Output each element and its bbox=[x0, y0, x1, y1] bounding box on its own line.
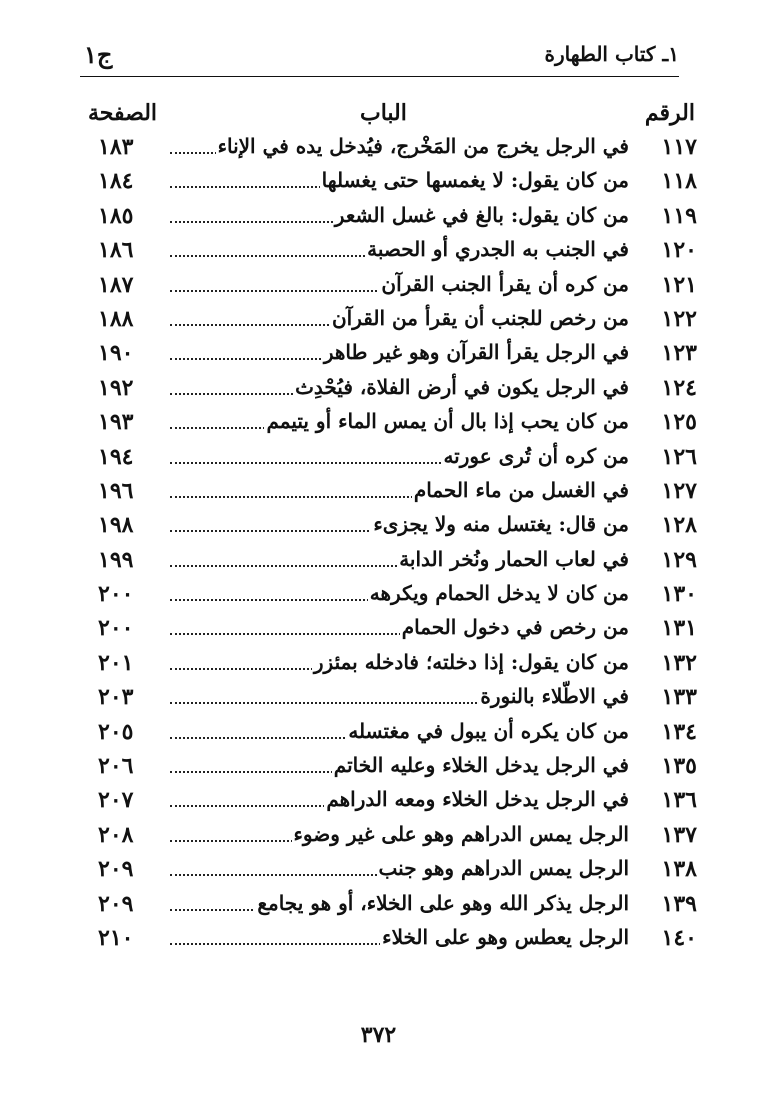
toc-row-number: ١٢١ bbox=[661, 271, 697, 298]
toc-row bbox=[0, 270, 757, 304]
toc-row-page: ١٩٦ bbox=[98, 477, 134, 504]
toc-row bbox=[0, 751, 757, 785]
toc-row-page: ١٨٥ bbox=[98, 202, 134, 229]
column-header-page: الصفحة bbox=[88, 100, 158, 126]
toc-row bbox=[0, 132, 757, 166]
toc-row-page: ٢٠٥ bbox=[98, 718, 134, 745]
toc-row-title: من كان يقول: إذا دخلته؛ فادخله بمئزر bbox=[313, 649, 629, 674]
toc-row-page: ٢٠٩ bbox=[98, 890, 134, 917]
toc-row-page: ١٩٢ bbox=[98, 374, 134, 401]
toc-row-page: ٢٠١ bbox=[98, 649, 134, 676]
toc-row-number: ١٣٣ bbox=[661, 684, 697, 711]
toc-row bbox=[0, 304, 757, 338]
toc-row-title: الرجل يذكر الله وهو على الخلاء، أو هو يجامع bbox=[257, 890, 629, 915]
toc-row-number: ١٢٢ bbox=[661, 305, 697, 332]
column-header-chapter: الباب bbox=[360, 100, 407, 126]
toc-row bbox=[0, 166, 757, 200]
toc-row-number: ١٣٩ bbox=[661, 890, 697, 917]
toc-row bbox=[0, 889, 757, 923]
toc-row bbox=[0, 545, 757, 579]
toc-row-number: ١٤٠ bbox=[661, 924, 697, 951]
toc-row-page: ١٩٠ bbox=[98, 340, 134, 367]
toc-row-title: الرجل يعطس وهو على الخلاء bbox=[382, 924, 629, 949]
toc-row-number: ١٣٠ bbox=[661, 581, 697, 608]
toc-row-number: ١٣٦ bbox=[661, 787, 697, 814]
toc-row bbox=[0, 476, 757, 510]
toc-row-number: ١٣٢ bbox=[661, 649, 697, 676]
toc-row bbox=[0, 510, 757, 544]
toc-row bbox=[0, 407, 757, 441]
toc-row bbox=[0, 201, 757, 235]
toc-row-page: ٢٠٧ bbox=[98, 787, 134, 814]
toc-row-page: ١٩٣ bbox=[98, 409, 134, 436]
toc-row-number: ١٢٨ bbox=[661, 512, 697, 539]
toc-row-page: ١٨٤ bbox=[98, 168, 134, 195]
toc-row-title: الرجل يمس الدراهم وهو على غير وضوء bbox=[293, 821, 629, 846]
toc-row bbox=[0, 648, 757, 682]
toc-row-title: في الرجل يدخل الخلاء ومعه الدراهم bbox=[326, 787, 629, 812]
toc-row-title: في الغسل من ماء الحمام bbox=[413, 477, 629, 502]
toc-row-number: ١٣٤ bbox=[661, 718, 697, 745]
toc-row bbox=[0, 785, 757, 819]
page-number: ٣٧٢ bbox=[360, 1022, 397, 1048]
toc-row bbox=[0, 613, 757, 647]
toc-row-title: من كره أن تُرى عورته bbox=[443, 443, 629, 468]
toc-row-number: ١٣٥ bbox=[661, 753, 697, 780]
toc-row-title: في الاطّلاء بالنورة bbox=[480, 684, 629, 709]
toc-row bbox=[0, 923, 757, 957]
toc-row bbox=[0, 373, 757, 407]
toc-row-title: في الرجل يكون في أرض الفلاة، فيُحْدِث bbox=[295, 374, 629, 399]
toc-row-page: ١٨٦ bbox=[98, 237, 134, 264]
toc-row-title: في الرجل يقرأ القرآن وهو غير طاهر bbox=[323, 340, 629, 365]
toc-row-page: ٢٠٠ bbox=[98, 615, 134, 642]
toc-row-number: ١١٨ bbox=[661, 168, 697, 195]
header-chapter-title: ١ـ كتاب الطهارة bbox=[544, 42, 679, 66]
toc-row-page: ١٩٤ bbox=[98, 443, 134, 470]
toc-row-number: ١٣١ bbox=[661, 615, 697, 642]
toc-row-number: ١٣٨ bbox=[661, 856, 697, 883]
toc-row-title: من رخص للجنب أن يقرأ من القرآن bbox=[331, 305, 629, 330]
toc-list bbox=[0, 132, 757, 957]
toc-row-number: ١٢٥ bbox=[661, 409, 697, 436]
toc-row-title: من قال: يغتسل منه ولا يجزىء bbox=[373, 512, 629, 537]
toc-row-title: في الجنب به الجدري أو الحصبة bbox=[367, 237, 629, 262]
toc-row-title: من كان يقول: لا يغمسها حتى يغسلها bbox=[321, 168, 629, 193]
toc-row bbox=[0, 579, 757, 613]
toc-row-page: ٢٠٨ bbox=[98, 821, 134, 848]
toc-row-title: من كان يقول: بالغ في غسل الشعر bbox=[334, 202, 629, 227]
toc-row-title: الرجل يمس الدراهم وهو جنب bbox=[378, 856, 629, 881]
toc-row-number: ١٢٧ bbox=[661, 477, 697, 504]
toc-row-page: ٢٠٩ bbox=[98, 856, 134, 883]
toc-row-number: ١٢٣ bbox=[661, 340, 697, 367]
toc-row bbox=[0, 235, 757, 269]
toc-row bbox=[0, 717, 757, 751]
toc-row-page: ١٨٧ bbox=[98, 271, 134, 298]
toc-row-page: ٢٠٦ bbox=[98, 753, 134, 780]
toc-row-page: ٢١٠ bbox=[98, 924, 134, 951]
toc-row-page: ٢٠٠ bbox=[98, 581, 134, 608]
toc-row-page: ١٨٨ bbox=[98, 305, 134, 332]
toc-row bbox=[0, 854, 757, 888]
running-header bbox=[80, 42, 679, 77]
toc-row-title: من رخص في دخول الحمام bbox=[401, 615, 629, 640]
column-header-number: الرقم bbox=[644, 100, 695, 126]
toc-row-number: ١٢٤ bbox=[661, 374, 697, 401]
toc-row-title: من كان يكره أن يبول في مغتسله bbox=[348, 718, 629, 743]
toc-row-title: في الرجل يدخل الخلاء وعليه الخاتم bbox=[333, 753, 629, 778]
toc-row-page: ١٩٩ bbox=[98, 546, 134, 573]
toc-row-number: ١٣٧ bbox=[661, 821, 697, 848]
toc-row-title: من كان يحب إذا بال أن يمس الماء أو يتيمم bbox=[266, 409, 629, 434]
toc-row-number: ١٢٠ bbox=[661, 237, 697, 264]
header-volume-label: ج١ bbox=[84, 40, 113, 69]
toc-row-title: في الرجل يخرج من المَخْرج، فيُدخل يده في الإناء bbox=[217, 134, 629, 158]
toc-row-number: ١٢٩ bbox=[661, 546, 697, 573]
toc-row-number: ١١٩ bbox=[661, 202, 697, 229]
toc-row-title: من كان لا يدخل الحمام ويكرهه bbox=[369, 581, 629, 606]
toc-row-number: ١١٧ bbox=[661, 134, 697, 160]
toc-row bbox=[0, 442, 757, 476]
toc-row bbox=[0, 338, 757, 372]
toc-row-page: ١٩٨ bbox=[98, 512, 134, 539]
toc-row-number: ١٢٦ bbox=[661, 443, 697, 470]
toc-row-title: من كره أن يقرأ الجنب القرآن bbox=[381, 271, 629, 296]
toc-row-title: في لعاب الحمار ونُخر الدابة bbox=[399, 546, 629, 571]
toc-row-page: ٢٠٣ bbox=[98, 684, 134, 711]
toc-row-page: ١٨٣ bbox=[98, 134, 134, 160]
toc-row bbox=[0, 820, 757, 854]
toc-row bbox=[0, 682, 757, 716]
